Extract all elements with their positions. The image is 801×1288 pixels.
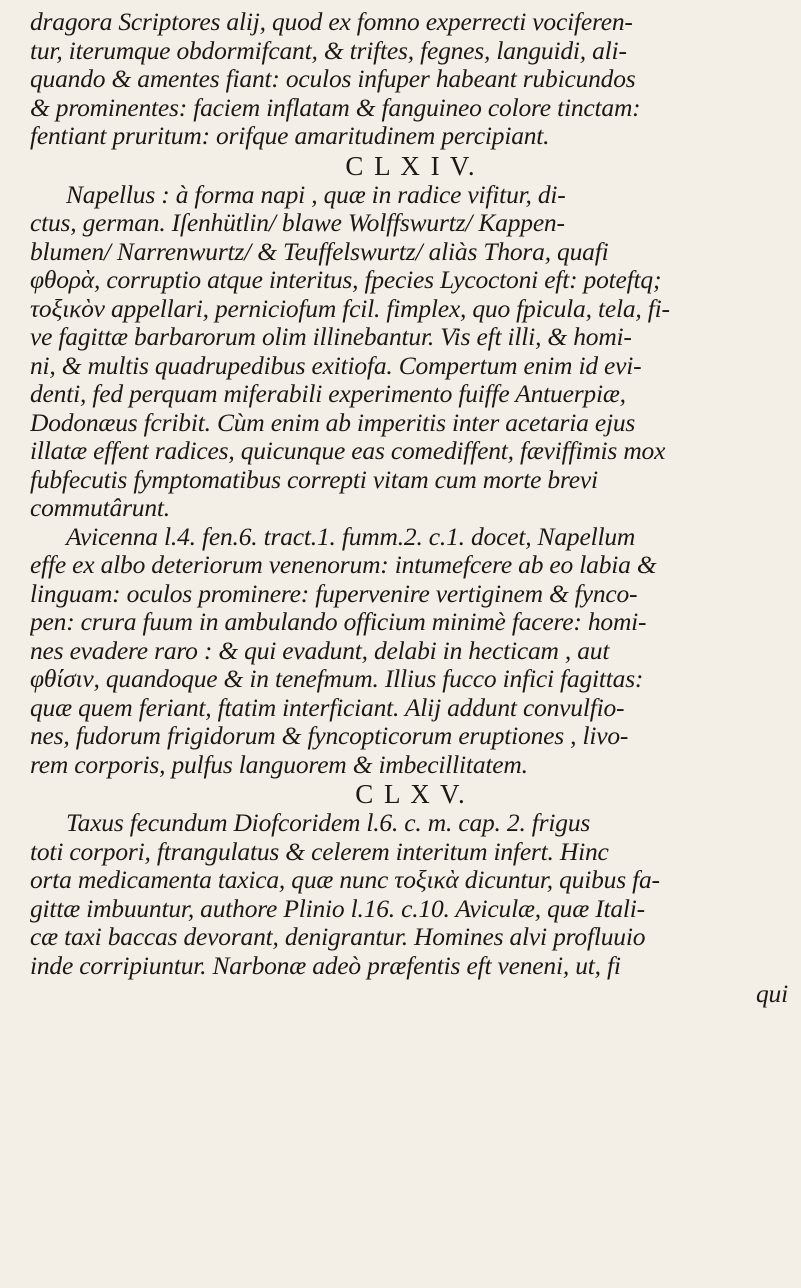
text-line: ve fagittæ barbarorum olim illinebantur. Vis eft illi, & homi- [30,323,632,351]
text-line: quando & amentes fiant: oculos infuper habeant rubicundos [30,65,636,93]
text-line: dragora Scriptores alij, quod ex fomno experrecti vociferen- [30,8,633,36]
section-heading-clxv: C L X V. [355,779,467,809]
text-line: quæ quem feriant, ftatim interficiant. Alij addunt convulfio- [30,693,625,722]
text-line: blumen/ Narrenwurtz/ & Teuffelswurtz/ aliàs Thora, quafi [30,237,609,266]
text-column [30,8,792,1009]
text-line: Taxus fecundum Diofcoridem l.6. c. m. cap. 2. frigus [66,809,591,837]
text-line: gittæ imbuuntur, authore Plinio l.16. c.10. Aviculæ, quæ Itali- [30,894,645,923]
text-line: linguam: oculos prominere: fupervenire vertiginem & fynco- [30,579,638,608]
text-line: & prominentes: faciem inflatam & fanguineo colore tinctam: [30,93,641,122]
text-line: tur, iterumque obdormifcant, & triftes, fegnes, languidi, ali- [30,36,627,65]
text-line: τοξικὸν appellari, perniciofum fcil. fimplex, quo fpicula, tela, fi- [30,294,670,323]
text-line: denti, fed perquam miferabili experimento fuiffe Antuerpiæ, [30,380,626,408]
catchword: qui [756,980,788,1008]
text-line: toti corpori, ftrangulatus & celerem interitum infert. Hinc [30,837,609,866]
text-line: fentiant pruritum: orifque amaritudinem percipiant. [30,122,550,150]
text-line: orta medicamenta taxica, quæ nunc τοξικὰ dicuntur, quibus fa- [30,866,660,894]
text-line: ni, & multis quadrupedibus exitiofa. Compertum enim id evi- [30,351,642,380]
text-line: illatæ effent radices, quicunque eas comediffent, fæviffimis mox [30,437,666,465]
text-line: fubfecutis fymptomatibus correpti vitam cum morte brevi [30,465,598,494]
text-line: commutârunt. [30,494,170,522]
text-line: Napellus : à forma napi , quæ in radice vifitur, di- [66,180,566,209]
text-line: pen: crura fuum in ambulando officium minimè facere: homi- [30,608,647,636]
section-heading-clxiv: C L X I V. [345,150,477,181]
text-line: φθορὰ, corruptio atque interitus, fpecies Lycoctoni eft: poteftq; [30,266,662,294]
text-line: nes, fudorum frigidorum & fyncopticorum eruptiones , livo- [30,722,629,750]
text-line: φθίσιν, quandoque & in tenefmum. Illius fucco infici fagittas: [30,665,644,693]
text-line: Avicenna l.4. fen.6. tract.1. fumm.2. c.1. docet, Napellum [66,522,636,551]
text-line: ctus, german. Iſenhütlin/ blawe Wolffswurtz/ Kappen- [30,209,565,237]
text-line: rem corporis, pulfus languorem & imbecillitatem. [30,750,528,779]
text-line: inde corripiuntur. Narbonæ adeò præfentis eft veneni, ut, fi [30,951,621,980]
text-line: nes evadere raro : & qui evadunt, delabi in hecticam , aut [30,636,610,665]
text-line: cæ taxi baccas devorant, denigrantur. Homines alvi profluuio [30,923,646,951]
text-line: Dodonæus fcribit. Cùm enim ab imperitis inter acetaria ejus [30,408,636,437]
text-line: effe ex albo deteriorum venenorum: intumefcere ab eo labia & [30,551,657,579]
